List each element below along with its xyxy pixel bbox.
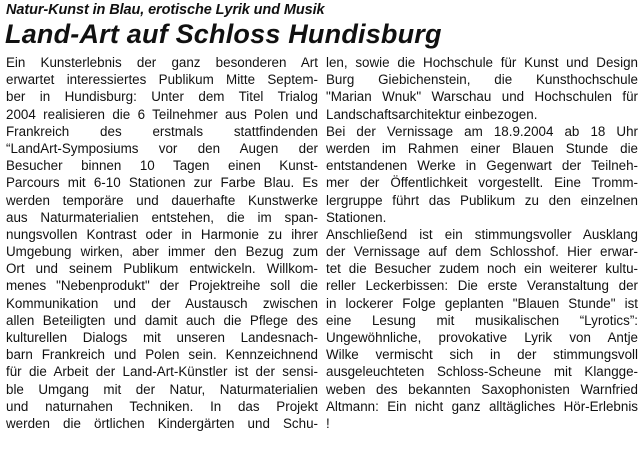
text-line: der Vernissage auf dem Schlosshof. Hier erwar-	[326, 244, 638, 260]
text-line: in lockerer Folge geplanten "Blauen Stunde" ist	[326, 295, 638, 311]
text-line: len, sowie die Hochschule für Kunst und Design	[326, 55, 638, 70]
text-line: kulturellen Dialogs mit unseren Landesnach-	[6, 330, 318, 345]
article-column-right	[326, 54, 638, 432]
text-line: lergruppe führt das Publikum zu den einzelnen	[326, 192, 638, 208]
text-line: Stationen.	[326, 209, 387, 225]
text-line: Besucher binnen 10 Tagen einen Kunst-	[6, 158, 318, 174]
text-line: aus Naturmaterialien entstehen, die im span-	[6, 209, 318, 225]
text-line: Frankreich des erstmals stattfindenden	[6, 123, 318, 139]
text-line: "Marian Wnuk" Warschau und Hochschulen für	[326, 89, 638, 105]
text-line: 2004 realisieren die 6 Teilnehmer aus Polen und	[6, 106, 318, 122]
article-headline: Land-Art auf Schloss Hundisburg	[5, 19, 442, 49]
text-line: menes "Nebenprodukt" der Projektreihe soll die	[6, 278, 318, 294]
text-line: Ein Kunsterlebnis der ganz besonderen Art	[6, 55, 318, 70]
text-line: weben des bekannten Saxophonisten Warnfried	[326, 381, 638, 397]
text-line: !	[326, 415, 330, 431]
text-line: Anschließend ist ein stimmungsvoller Ausklang	[326, 226, 638, 242]
text-line: werden temporäre und dauerhafte Kunstwerke	[6, 192, 318, 208]
article-column-left	[6, 54, 318, 432]
text-line: werden die örtlichen Kindergärten und Schu-	[6, 415, 318, 431]
text-line: ble Umgang mit der Natur, Naturmaterialien	[6, 381, 318, 397]
text-line: Burg Giebichenstein, die Kunsthochschule	[326, 72, 638, 88]
text-line: ber in Hundisburg: Unter dem Titel Trialog	[6, 89, 318, 105]
text-line: Parcours mit 6-10 Stationen zur Farbe Blau. Es	[6, 175, 318, 191]
article-kicker: Natur-Kunst in Blau, erotische Lyrik und Musik	[6, 2, 325, 18]
text-line: ausgeleuchteten Schloss-Scheune mit Klangge-	[326, 364, 638, 380]
text-line: mer der Öffentlichkeit vorgestellt. Eine Tromm-	[326, 175, 638, 191]
text-line: Umgebung wirken, aber immer den Bezug zum	[6, 244, 318, 260]
text-line: eine Lesung mit musikalischen “Lyrotics”:	[326, 312, 638, 328]
text-line: für die Arbeit der Land-Art-Künstler ist der sensi-	[6, 364, 318, 380]
text-line: Altmann: Ein nicht ganz alltägliches Hör-Erlebnis	[326, 398, 638, 414]
text-line: Wilke vermischt sich in der stimmungsvoll	[326, 347, 638, 363]
text-line: werden im Rahmen einer Blauen Stunde die	[326, 140, 638, 156]
text-line: allen Beteiligten und damit auch die Pflege des	[6, 312, 318, 328]
text-line: tet die Besucher zudem noch ein weiterer kultu-	[326, 261, 638, 277]
text-line: Landschaftsarchitektur einbezogen.	[326, 106, 538, 122]
text-line: Bei der Vernissage am 18.9.2004 ab 18 Uhr	[326, 123, 638, 139]
text-line: Ungewöhnliche, provokative Lyrik von Antje	[326, 330, 638, 345]
text-line: “LandArt-Symposiums vor den Augen der	[6, 140, 318, 156]
text-line: reller Leckerbissen: Die erste Veranstaltung der	[326, 278, 638, 294]
text-line: Kommunikation und der Austausch zwischen	[6, 295, 318, 311]
text-line: nungsvollen Kontrast oder in Harmonie zu ihrer	[6, 226, 318, 242]
text-line: barn Frankreich und Polen sein. Kennzeichnend	[6, 347, 318, 363]
text-line: und naturnahen Techniken. In das Projekt	[6, 398, 318, 414]
text-line: entstandenen Werke in Gegenwart der Teilneh-	[326, 158, 638, 174]
text-line: Ort und seinem Publikum entwickeln. Willkom-	[6, 261, 318, 277]
text-line: erwartet interessiertes Publikum Mitte Septem-	[6, 72, 318, 88]
